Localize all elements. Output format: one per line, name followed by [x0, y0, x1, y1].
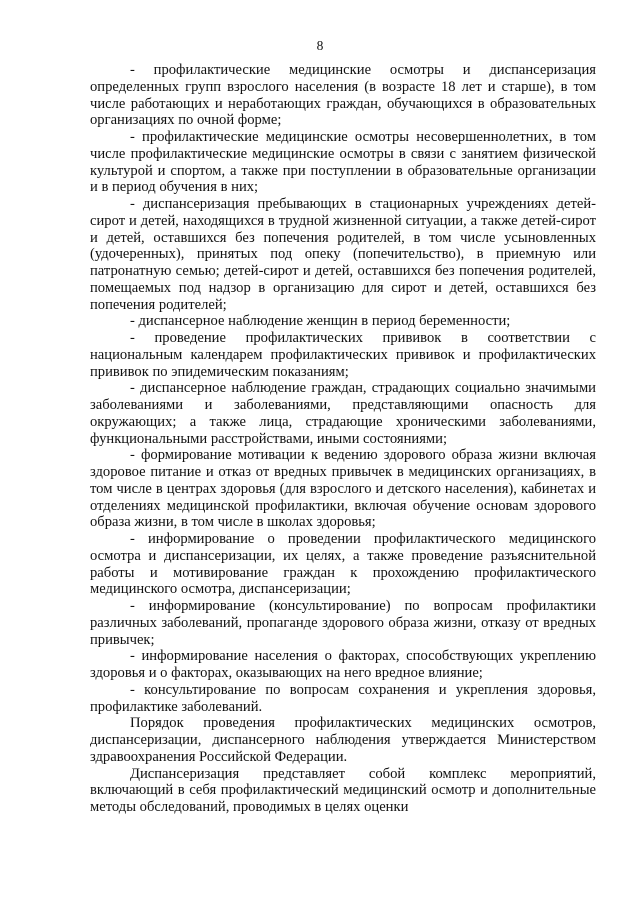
list-item-health-consulting: - консультирование по вопросам сохранения и укрепления здоровья, профилактике заболеваний.	[90, 681, 596, 715]
list-item-minor-checkups: - профилактические медицинские осмотры несовершеннолетних, в том числе профилактические медицинские осмотры в связи с занятием физической культурой и спортом, а также при поступлении в образовательные организации и в период обучения в них;	[90, 129, 596, 196]
list-item-pregnancy-monitoring: - диспансерное наблюдение женщин в период беременности;	[130, 313, 511, 330]
list-item-prevention-consulting: - информирование (консультирование) по вопросам профилактики различных заболеваний, пропаганде здорового образа жизни, отказу от вредных привычек;	[90, 598, 596, 648]
list-item-checkup-informing: - информирование о проведении профилактического медицинского осмотра и диспансеризации, их целях, а также проведение разъяснительной работы и мотивирование граждан к прохождению профилактического медицинского осмотра, диспансеризации;	[90, 531, 596, 598]
list-item-healthy-lifestyle: - формирование мотивации к ведению здорового образа жизни включая здоровое питание и отказ от вредных привычек в медицинских организациях, в том числе в центрах здоровья (для взрослого и детского населения), кабинетах и отделениях медицинской профилактики, включая обучение основам здорового образа жизни, в том числе в школах здоровья;	[90, 447, 596, 531]
list-item-disease-monitoring: - диспансерное наблюдение граждан, страдающих социально значимыми заболеваниями и заболеваниями, представляющими опасность для окружающих; а также лица, страдающие хроническими заболеваниями, функциональными расстройствами, иными состояниями;	[90, 380, 596, 447]
page-number: 8	[316, 38, 324, 53]
paragraph-definition: Диспансеризация представляет собой комплекс мероприятий, включающий в себя профилактический медицинский осмотр и дополнительные методы обследований, проводимых в целях оценки	[90, 765, 596, 815]
list-item-vaccinations: - проведение профилактических прививок в соответствии с национальным календарем профилактических прививок и профилактических прививок по эпидемическим показаниям;	[90, 330, 596, 380]
list-item-adult-screening: - профилактические медицинские осмотры и диспансеризация определенных групп взрослого населения (в возрасте 18 лет и старше), в том числе работающих и неработающих граждан, обучающихся в образовательных организациях по очной форме;	[90, 62, 596, 129]
list-item-health-factors: - информирование населения о факторах, способствующих укреплению здоровья и о факторах, оказывающих на него вредное влияние;	[90, 648, 596, 681]
paragraph-procedure: Порядок проведения профилактических медицинских осмотров, диспансеризации, диспансерного наблюдения утверждается Министерством здравоохранения Российской Федерации.	[90, 715, 596, 765]
document-body	[90, 62, 596, 816]
list-item-orphan-screening: - диспансеризация пребывающих в стационарных учреждениях детей-сирот и детей, находящихся в трудной жизненной ситуации, а также детей-сирот и детей, оставшихся без попечения родителей, в том числе усыновленных (удочеренных), принятых под опеку (попечительство), в приемную или патронатную семью; детей-сирот и детей, оставшихся без попечения родителей, помещаемых под надзор в организацию для сирот и детей, оставшихся без попечения родителей;	[90, 196, 596, 313]
